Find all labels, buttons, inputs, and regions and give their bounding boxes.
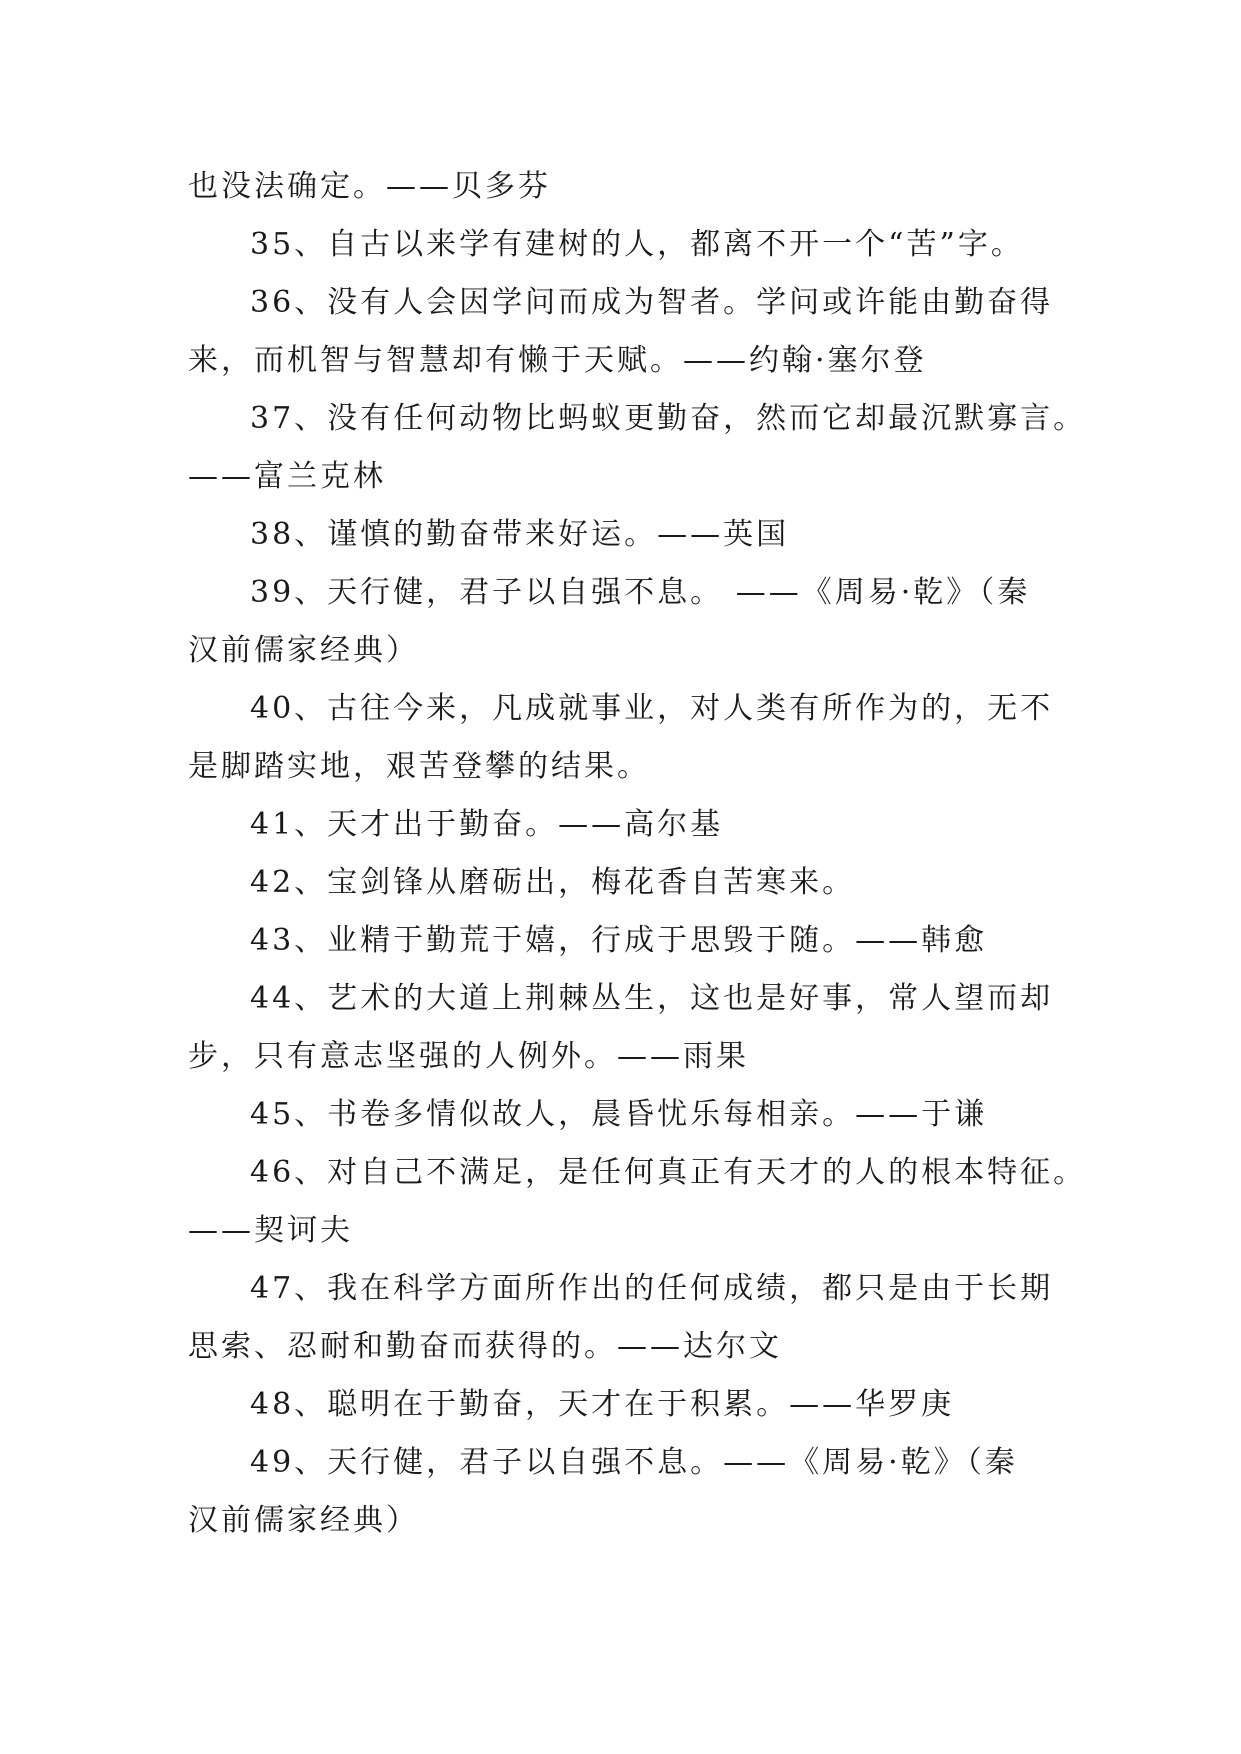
quote-48: 48、聪明在于勤奋，天才在于积累。——华罗庚 [250, 1387, 955, 1422]
quote-45: 45、书卷多情似故人，晨昏忧乐每相亲。——于谦 [250, 1097, 988, 1132]
quote-47: 47、我在科学方面所作出的任何成绩，都只是由于长期 [250, 1271, 1054, 1306]
text-line: 汉前儒家经典） [188, 633, 419, 668]
quote-36: 36、没有人会因学问而成为智者。学问或许能由勤奋得 [250, 285, 1054, 320]
quote-49: 49、天行健，君子以自强不息。——《周易·乾》（秦 [250, 1445, 1018, 1480]
text-line: 是脚踏实地，艰苦登攀的结果。 [188, 749, 650, 784]
text-line: 汉前儒家经典） [188, 1503, 419, 1538]
text-line: 也没法确定。——贝多芬 [188, 169, 551, 204]
quote-38: 38、谨慎的勤奋带来好运。——英国 [250, 517, 790, 552]
quote-46: 46、对自己不满足，是任何真正有天才的人的根本特征。 [250, 1155, 1087, 1190]
text-line: ——契诃夫 [188, 1213, 353, 1248]
text-line: ——富兰克林 [188, 459, 386, 494]
quote-37: 37、没有任何动物比蚂蚁更勤奋，然而它却最沉默寡言。 [250, 401, 1087, 436]
text-line: 思索、忍耐和勤奋而获得的。——达尔文 [188, 1329, 782, 1364]
text-line: 来，而机智与智慧却有懒于天赋。——约翰·塞尔登 [188, 343, 927, 378]
quote-42: 42、宝剑锋从磨砺出，梅花香自苦寒来。 [250, 865, 856, 900]
text-line: 步，只有意志坚强的人例外。——雨果 [188, 1039, 749, 1074]
quote-43: 43、业精于勤荒于嬉，行成于思毁于随。——韩愈 [250, 923, 988, 958]
quote-40: 40、古往今来，凡成就事业，对人类有所作为的，无不 [250, 691, 1054, 726]
quote-44: 44、艺术的大道上荆棘丛生，这也是好事，常人望而却 [250, 981, 1054, 1016]
quote-35: 35、自古以来学有建树的人，都离不开一个“苦”字。 [250, 227, 1024, 262]
quote-39: 39、天行健，君子以自强不息。 ——《周易·乾》（秦 [250, 575, 1031, 610]
quote-41: 41、天才出于勤奋。——高尔基 [250, 807, 724, 842]
document-body [188, 158, 1087, 1550]
